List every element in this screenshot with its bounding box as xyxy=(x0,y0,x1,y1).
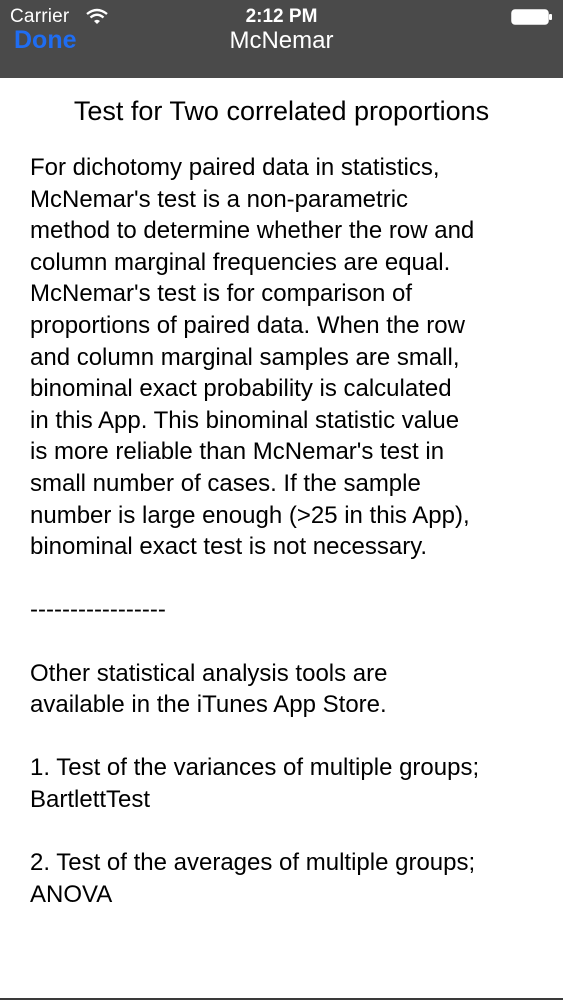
nav-title: McNemar xyxy=(229,27,334,54)
page-title: Test for Two correlated proportions xyxy=(73,96,490,126)
content-scroll-view[interactable] xyxy=(0,78,563,998)
battery-icon xyxy=(511,9,553,25)
status-time: 2:12 PM xyxy=(245,6,318,27)
done-button[interactable]: Done xyxy=(14,26,77,54)
description-text: For dichotomy paired data in statistics, McNemar's test is a non-parametric method to determine whether the row and column marginal frequencies are equal. McNemar's test is for comparison of proportions of paired data. When the row and column marginal samples are small, binominal exact probability is calculated in this App. This binominal statistic value is more reliable than McNemar's test in small number of cases. If the sample number is large enough (>25 in this App), binominal exact test is not necessary. ----------------- Other statistical analysis tools are available in the iTunes App Store. 1. Test of the variances of multiple groups; BartlettTest 2. Test of the averages of multiple groups; ANOVA xyxy=(30,154,480,908)
carrier-label: Carrier xyxy=(10,6,70,27)
navigation-bar xyxy=(0,0,563,78)
